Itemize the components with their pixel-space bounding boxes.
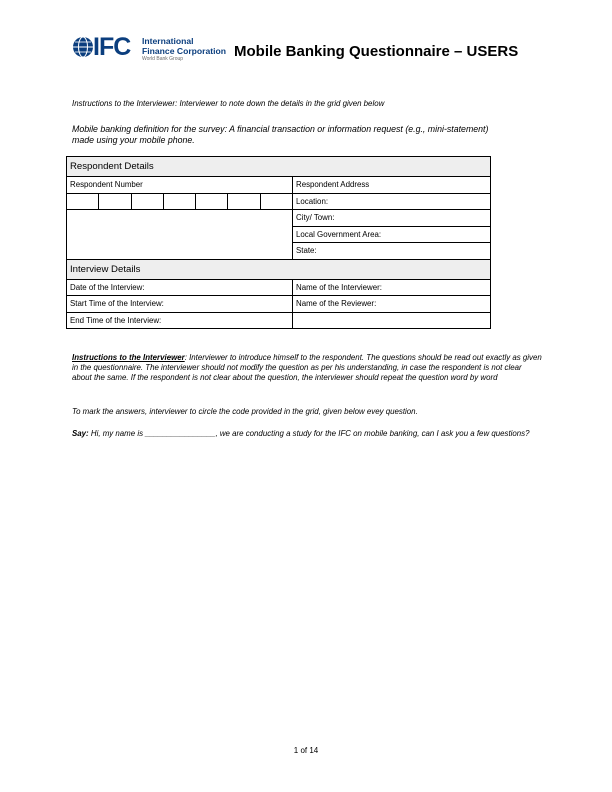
- digit-box[interactable]: [99, 194, 131, 210]
- respondent-details-header: Respondent Details: [67, 157, 491, 177]
- city-town-field[interactable]: City/ Town:: [293, 210, 491, 227]
- digit-box[interactable]: [261, 194, 292, 210]
- interview-details-header: Interview Details: [67, 259, 491, 279]
- state-field[interactable]: State:: [293, 243, 491, 260]
- mobile-banking-definition: Mobile banking definition for the survey: A financial transaction or information request (e.g., mini-statement) made using your mobile phone.: [72, 124, 489, 145]
- page-number: 1 of 14: [293, 746, 319, 755]
- lga-field[interactable]: Local Government Area:: [293, 226, 491, 243]
- digit-box[interactable]: [196, 194, 228, 210]
- details-form: [66, 156, 491, 329]
- digit-box[interactable]: [132, 194, 164, 210]
- respondent-number-label: Respondent Number: [67, 177, 293, 194]
- logo-name-line1: International: [142, 36, 194, 46]
- respondent-address-label: Respondent Address: [293, 177, 491, 194]
- page-title: Mobile Banking Questionnaire – USERS: [234, 43, 519, 60]
- reviewer-name-field[interactable]: Name of the Reviewer:: [293, 296, 491, 313]
- end-time-field[interactable]: End Time of the Interview:: [67, 312, 293, 329]
- location-field[interactable]: Location:: [293, 193, 491, 210]
- digit-box[interactable]: [67, 194, 99, 210]
- start-time-field[interactable]: Start Time of the Interview:: [67, 296, 293, 313]
- interviewer-instructions: [72, 353, 542, 383]
- say-script: [72, 429, 542, 439]
- globe-icon: [72, 36, 94, 58]
- interview-date-field[interactable]: Date of the Interview:: [67, 279, 293, 296]
- instructions-lead: Instructions to the Interviewer: [72, 353, 185, 362]
- say-lead: Say:: [72, 429, 89, 438]
- say-body: Hi, my name is ________________, we are conducting a study for the IFC on mobile banking, can I ask you a few questions?: [88, 429, 530, 438]
- interviewer-name-field[interactable]: Name of the Interviewer:: [293, 279, 491, 296]
- ifc-logo: [72, 33, 230, 62]
- logo-subline: World Bank Group: [142, 56, 184, 62]
- instructions-body: : Interviewer to introduce himself to the respondent. The questions should be read out exactly as given in the questionnaire. The interviewer should not modify the question as per his understanding, in case the respondent is not clear about the same. If the respondent is not clear about the question, the interviewer should repeat the question word by word: [72, 353, 542, 382]
- marking-note: To mark the answers, interviewer to circle the code provided in the grid, given below evey question.: [72, 407, 418, 416]
- logo-name-line2: Finance Corporation: [142, 45, 227, 56]
- logo-name: [142, 37, 226, 56]
- digit-box[interactable]: [228, 194, 260, 210]
- respondent-blank-area: [67, 210, 293, 260]
- respondent-number-boxes[interactable]: [67, 193, 293, 210]
- instructions-top: Instructions to the Interviewer: Interviewer to note down the details in the grid given below: [72, 99, 385, 108]
- logo-abbreviation: IFC: [93, 33, 131, 61]
- digit-box[interactable]: [164, 194, 196, 210]
- empty-cell: [293, 312, 491, 329]
